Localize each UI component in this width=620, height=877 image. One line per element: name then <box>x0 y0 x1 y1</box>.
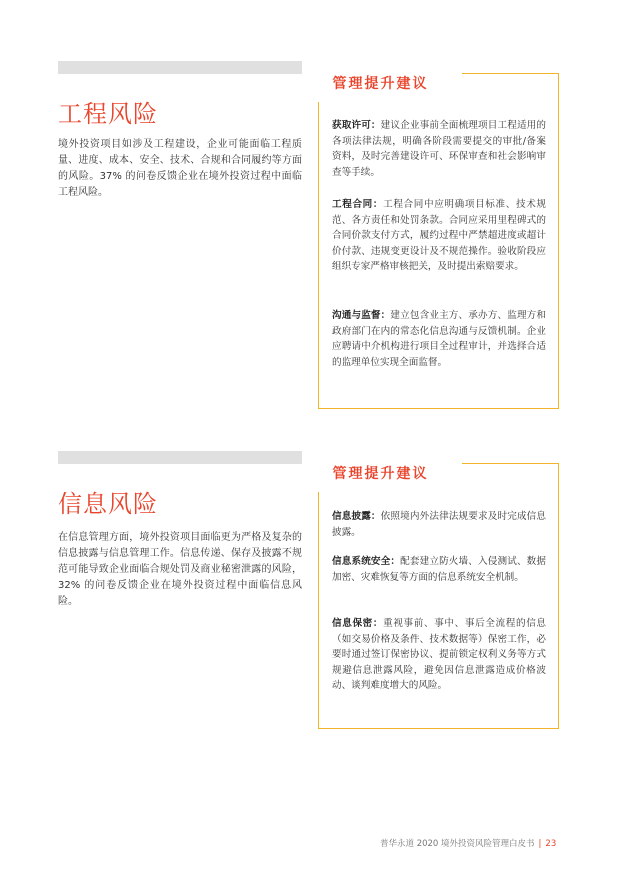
advice-item-label: 信息披露： <box>332 511 381 522</box>
advice-box-title: 管理提升建议 <box>332 466 429 482</box>
advice-item-label: 获取许可： <box>332 120 381 131</box>
advice-item-text: 依照境内外法律法规要求及时完成信息披露。 <box>332 511 547 538</box>
advice-box-title: 管理提升建议 <box>332 76 429 92</box>
advice-box-engineering <box>318 73 559 409</box>
section-title-information: 信息风险 <box>58 490 158 518</box>
advice-item-text: 重视事前、事中、事后全流程的信息（如交易价格及条件、技术数据等）保密工作，必要时通过签订保密协议、提前锁定权利义务等方式规避信息泄露风险，避免因信息泄露造成价格波动、谈判难度增大的风险。 <box>332 618 547 692</box>
footer-title: 普华永道 2020 境外投资风险管理白皮书 <box>380 839 535 849</box>
advice-item-text: 工程合同中应明确项目标准、技术规范、各方责任和处罚条款。合同应采用里程碑式的合同价款支付方式，履约过程中严禁超进度或超计价付款、违规变更设计及不规范操作。验收阶段应组织专家严格审核把关，及时提出索赔要求。 <box>332 199 547 273</box>
section-body-engineering: 境外投资项目如涉及工程建设，企业可能面临工程质量、进度、成本、安全、技术、合规和合同履约等方面的风险。37% 的问卷反馈企业在境外投资过程中面临工程风险。 <box>58 139 302 198</box>
advice-item-text: 建议企业事前全面梳理项目工程适用的各项法律法规，明确各阶段需要提交的审批/备案资料，及时完善建设许可、环保审查和社会影响审查等手续。 <box>332 120 547 178</box>
section-divider-bar <box>58 451 302 464</box>
advice-item-label: 信息系统安全： <box>332 556 401 567</box>
advice-item-confidentiality <box>332 616 546 694</box>
advice-item-disclosure <box>332 509 546 540</box>
footer-separator: | <box>538 839 542 849</box>
advice-item-system-security <box>332 554 546 585</box>
page-footer <box>380 837 620 849</box>
section-title-engineering: 工程风险 <box>58 100 158 128</box>
page-number: 23 <box>545 839 557 849</box>
advice-item-text: 建立包含业主方、承办方、监理方和政府部门在内的常态化信息沟通与反馈机制。企业应聘请中介机构进行项目全过程审计，并选择合适的监理单位实现全面监督。 <box>332 310 547 368</box>
advice-item-supervision <box>332 308 546 370</box>
section-divider-bar <box>58 61 302 74</box>
advice-item-permit <box>332 118 546 180</box>
advice-item-text: 配套建立防火墙、入侵测试、数据加密、灾难恢复等方面的信息系统安全机制。 <box>332 556 547 583</box>
advice-item-label: 工程合同： <box>332 199 384 210</box>
advice-box-information <box>318 463 559 729</box>
advice-item-label: 沟通与监督： <box>332 310 391 321</box>
advice-box-title-wrap <box>318 452 462 492</box>
advice-item-label: 信息保密： <box>332 618 384 629</box>
section-body-information: 在信息管理方面，境外投资项目面临更为严格及复杂的信息披露与信息管理工作。信息传递、保存及披露不规范可能导致企业面临合规处罚及商业秘密泄露的风险，32% 的问卷反馈企业在境外投资过程中面临信息风险。 <box>58 532 302 607</box>
advice-box-title-wrap <box>318 62 462 102</box>
advice-item-contract <box>332 197 546 275</box>
